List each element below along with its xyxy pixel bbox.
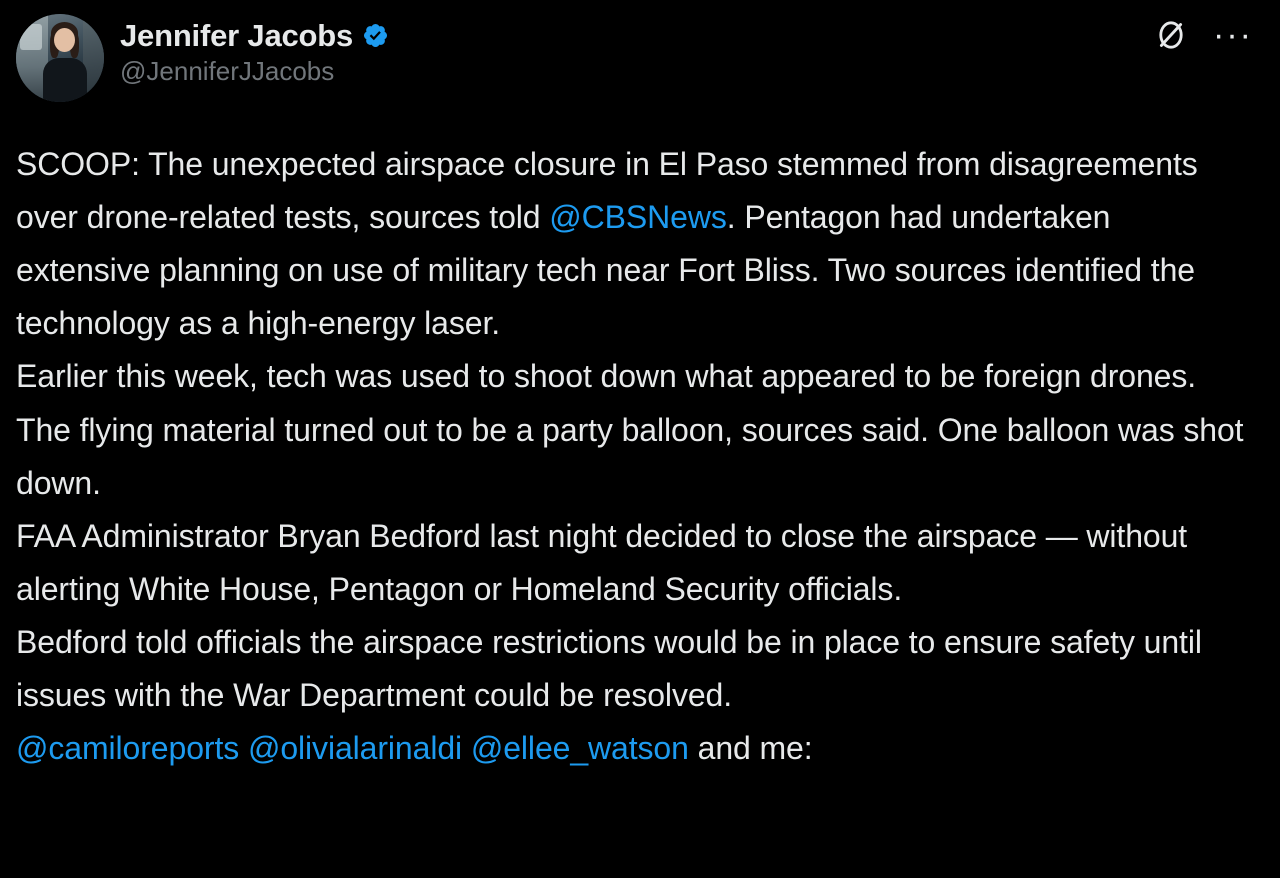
tweet-paragraph: FAA Administrator Bryan Bedford last night decided to close the airspace — without alerting White House, Pentagon or Homeland Security officials. [16, 517, 1196, 607]
display-name-row [120, 18, 389, 54]
mention-link[interactable]: @camiloreports [16, 730, 240, 767]
mention-link[interactable]: @olivialarinaldi [247, 730, 463, 767]
mute-slash-icon[interactable] [1152, 16, 1190, 54]
author-handle[interactable]: @JenniferJJacobs [120, 55, 335, 86]
tweet-paragraph: @camiloreports @olivialarinaldi @ellee_watson and me: [16, 730, 813, 767]
tweet-paragraph: Bedford told officials the airspace restrictions would be in place to ensure safety until issues with the War Department could be resolved. [16, 623, 1211, 714]
tweet-header [16, 14, 1246, 114]
tweet-text [16, 138, 1253, 775]
mention-link[interactable]: @CBSNews [549, 199, 727, 236]
verified-badge-icon [362, 22, 389, 49]
author-display-name[interactable]: Jennifer Jacobs [120, 18, 354, 53]
avatar[interactable] [16, 14, 104, 102]
avatar-light [20, 24, 42, 50]
author-names [120, 14, 389, 87]
more-options-button[interactable] [1214, 16, 1252, 54]
tweet-paragraph: Earlier this week, tech was used to shoot down what appeared to be foreign drones. The flying material turned out to be a party balloon, sources said. One balloon was shot down. [16, 358, 1253, 501]
avatar-face [54, 28, 75, 52]
mention-link[interactable]: @ellee_watson [470, 730, 689, 767]
tweet-paragraph: SCOOP: The unexpected airspace closure in El Paso stemmed from disagreements over drone-related tests, sources told @CBSNews. Pentagon had undertaken extensive planning on use of military tech near Fort Bliss. Two sources identified the technology as a high-energy laser. [16, 146, 1207, 342]
more-options-label: ··· [1213, 16, 1253, 54]
avatar-body [43, 58, 87, 102]
header-actions [1152, 16, 1252, 54]
